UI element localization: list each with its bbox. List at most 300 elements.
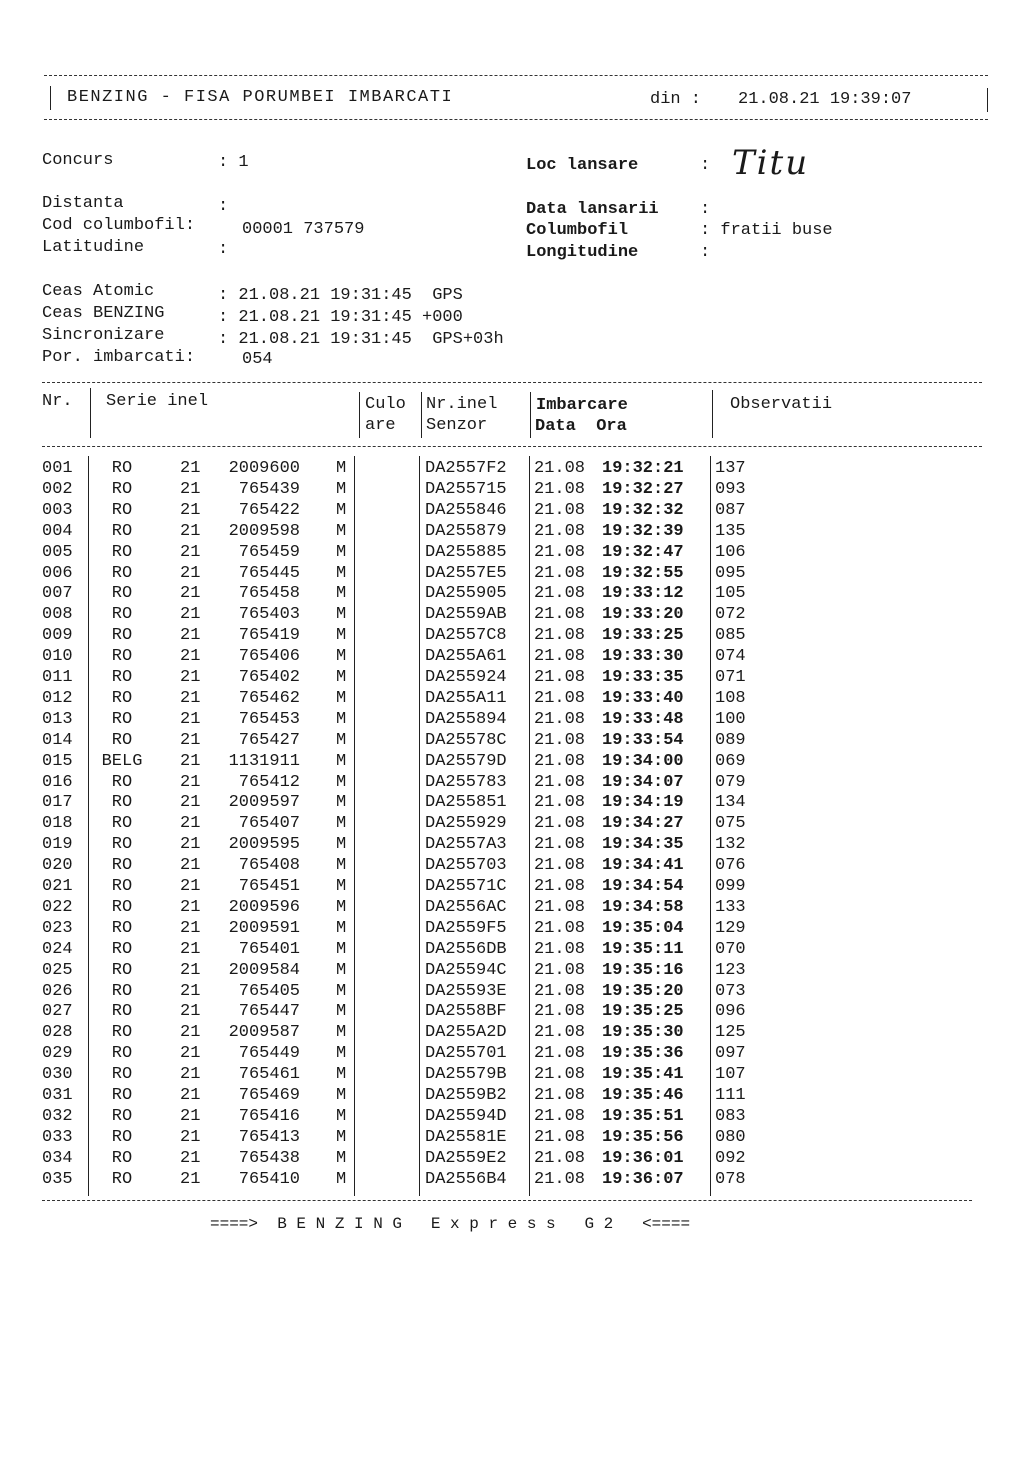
col-header-culoare-2: are — [365, 416, 396, 435]
row-time: 19:33:25 — [602, 626, 684, 646]
row-sensor-ring: DA255715 — [425, 479, 507, 499]
row-sex: M — [336, 521, 347, 541]
row-nr: 003 — [42, 500, 73, 520]
row-observation: 083 — [715, 1106, 746, 1126]
row-date: 21.08 — [534, 897, 586, 917]
row-observation: 111 — [715, 1086, 746, 1105]
row-year: 21 — [180, 521, 201, 541]
row-ring-number: 765469 — [238, 1086, 300, 1105]
row-country: RO — [111, 1127, 133, 1147]
table-row — [0, 1106, 1024, 1127]
row-time: 19:34:07 — [602, 772, 684, 792]
row-country: RO — [111, 668, 133, 687]
table-row — [0, 479, 1024, 500]
row-observation: 087 — [715, 500, 746, 520]
row-date: 21.08 — [534, 1169, 586, 1189]
row-time: 19:35:16 — [602, 960, 684, 980]
header-top-rule — [44, 75, 988, 76]
latitudine-value: : — [218, 240, 229, 259]
row-year: 21 — [180, 668, 201, 687]
ceas-atomic-value: : 21.08.21 19:31:45 GPS — [218, 286, 463, 305]
row-country: RO — [111, 542, 133, 562]
row-sensor-ring: DA255894 — [425, 709, 507, 729]
row-year: 21 — [180, 793, 201, 813]
row-date: 21.08 — [534, 981, 586, 1001]
row-nr: 006 — [42, 563, 73, 583]
row-sensor-ring: DA25571C — [425, 877, 507, 896]
table-row — [0, 542, 1024, 563]
row-sensor-ring: DA255879 — [425, 521, 507, 541]
row-observation: 129 — [715, 918, 746, 938]
row-time: 19:35:51 — [602, 1106, 684, 1126]
row-date: 21.08 — [534, 1148, 586, 1168]
row-nr: 002 — [42, 479, 73, 499]
row-year: 21 — [180, 856, 201, 876]
row-time: 19:33:54 — [602, 730, 684, 750]
row-nr: 012 — [42, 688, 73, 708]
row-year: 21 — [180, 542, 201, 562]
columbofil-label: Columbofil — [526, 221, 629, 240]
por-imbarcati-value: 054 — [242, 350, 273, 369]
row-country: RO — [111, 856, 133, 876]
table-row — [0, 1001, 1024, 1022]
row-date: 21.08 — [534, 479, 586, 499]
row-date: 21.08 — [534, 542, 586, 562]
row-nr: 011 — [42, 668, 73, 687]
row-year: 21 — [180, 626, 201, 646]
row-ring-number: 765422 — [238, 500, 300, 520]
header-divider — [90, 388, 91, 438]
row-time: 19:32:32 — [602, 500, 684, 520]
row-date: 21.08 — [534, 1002, 586, 1022]
columbofil-value: : fratii buse — [700, 221, 833, 240]
header-left-border — [50, 86, 51, 110]
row-date: 21.08 — [534, 647, 586, 667]
longitudine-value: : — [700, 243, 711, 262]
row-year: 21 — [180, 563, 201, 583]
row-year: 21 — [180, 960, 201, 980]
row-sensor-ring: DA255A61 — [425, 647, 507, 667]
row-sensor-ring: DA255703 — [425, 856, 507, 876]
row-time: 19:32:55 — [602, 563, 684, 583]
row-year: 21 — [180, 688, 201, 708]
table-row — [0, 563, 1024, 584]
row-sensor-ring: DA2557E5 — [425, 563, 507, 583]
row-date: 21.08 — [534, 1086, 586, 1105]
row-date: 21.08 — [534, 1023, 586, 1043]
row-sex: M — [336, 1169, 347, 1189]
row-sensor-ring: DA2559AB — [425, 605, 507, 625]
din-label: din : — [650, 90, 702, 109]
row-date: 21.08 — [534, 459, 586, 478]
ceas-benzing-label: Ceas BENZING — [42, 304, 165, 323]
table-row — [0, 646, 1024, 667]
row-sex: M — [336, 563, 347, 583]
row-sensor-ring: DA2557C8 — [425, 626, 507, 646]
row-sex: M — [336, 897, 347, 917]
row-year: 21 — [180, 814, 201, 834]
row-sex: M — [336, 939, 347, 959]
table-row — [0, 960, 1024, 981]
footer-banner: ====> B E N Z I N G E x p r e s s G 2 <==== — [210, 1215, 691, 1233]
row-observation: 079 — [715, 772, 746, 792]
row-nr: 009 — [42, 626, 73, 646]
row-ring-number: 2009584 — [228, 960, 300, 980]
row-nr: 028 — [42, 1023, 73, 1043]
row-observation: 089 — [715, 730, 746, 750]
table-row — [0, 939, 1024, 960]
ceas-atomic-label: Ceas Atomic — [42, 282, 155, 301]
row-time: 19:35:04 — [602, 918, 684, 938]
row-country: RO — [111, 459, 133, 478]
row-observation: 125 — [715, 1023, 746, 1043]
row-sex: M — [336, 1002, 347, 1022]
data-lansarii-value: : — [700, 200, 711, 219]
row-country: RO — [111, 1044, 133, 1064]
table-row — [0, 1085, 1024, 1106]
col-header-imbarcare-2: Data Ora — [535, 417, 627, 436]
header-divider — [530, 392, 531, 438]
row-sensor-ring: DA25594D — [425, 1106, 507, 1126]
row-year: 21 — [180, 1148, 201, 1168]
row-nr: 020 — [42, 856, 73, 876]
row-observation: 071 — [715, 668, 746, 687]
row-observation: 074 — [715, 647, 746, 667]
row-year: 21 — [180, 479, 201, 499]
row-ring-number: 2009598 — [228, 521, 300, 541]
row-nr: 005 — [42, 542, 73, 562]
row-country: RO — [111, 1106, 133, 1126]
row-observation: 132 — [715, 835, 746, 855]
row-sensor-ring: DA2556AC — [425, 897, 507, 917]
row-observation: 096 — [715, 1002, 746, 1022]
row-country: RO — [111, 605, 133, 625]
row-time: 19:35:11 — [602, 939, 684, 959]
row-date: 21.08 — [534, 521, 586, 541]
row-country: RO — [111, 793, 133, 813]
table-row — [0, 730, 1024, 751]
row-country: RO — [111, 1086, 133, 1105]
row-sensor-ring: DA25593E — [425, 981, 507, 1001]
row-year: 21 — [180, 709, 201, 729]
loc-lansare-handwritten: Titu — [732, 143, 810, 183]
row-nr: 021 — [42, 877, 73, 896]
data-lansarii-label: Data lansarii — [526, 200, 659, 219]
row-date: 21.08 — [534, 1106, 586, 1126]
row-sex: M — [336, 793, 347, 813]
row-country: RO — [111, 479, 133, 499]
row-sensor-ring: DA25579B — [425, 1065, 507, 1085]
row-observation: 108 — [715, 688, 746, 708]
row-year: 21 — [180, 459, 201, 478]
row-observation: 135 — [715, 521, 746, 541]
row-date: 21.08 — [534, 688, 586, 708]
row-observation: 095 — [715, 563, 746, 583]
row-date: 21.08 — [534, 605, 586, 625]
table-row — [0, 667, 1024, 688]
loc-lansare-label: Loc lansare — [526, 156, 639, 175]
row-sex: M — [336, 1106, 347, 1126]
row-sex: M — [336, 877, 347, 896]
row-date: 21.08 — [534, 877, 586, 896]
latitudine-label: Latitudine — [42, 238, 145, 257]
row-country: RO — [111, 814, 133, 834]
row-sensor-ring: DA2557F2 — [425, 459, 507, 478]
row-year: 21 — [180, 897, 201, 917]
row-year: 21 — [180, 1086, 201, 1105]
row-ring-number: 765405 — [238, 981, 300, 1001]
row-country: RO — [111, 626, 133, 646]
row-nr: 034 — [42, 1148, 73, 1168]
row-sensor-ring: DA255701 — [425, 1044, 507, 1064]
row-ring-number: 765410 — [238, 1169, 300, 1189]
row-sensor-ring: DA255929 — [425, 814, 507, 834]
row-sensor-ring: DA25594C — [425, 960, 507, 980]
row-sex: M — [336, 814, 347, 834]
col-header-serie: Serie inel — [106, 392, 209, 411]
row-sex: M — [336, 1044, 347, 1064]
row-ring-number: 765406 — [238, 647, 300, 667]
table-row — [0, 813, 1024, 834]
row-sex: M — [336, 668, 347, 687]
sincronizare-value: : 21.08.21 19:31:45 GPS+03h — [218, 330, 504, 349]
row-nr: 022 — [42, 897, 73, 917]
table-row — [0, 751, 1024, 772]
row-year: 21 — [180, 835, 201, 855]
din-value: 21.08.21 19:39:07 — [738, 90, 912, 109]
row-time: 19:35:46 — [602, 1086, 684, 1105]
row-country: RO — [111, 521, 133, 541]
row-date: 21.08 — [534, 1044, 586, 1064]
row-sensor-ring: DA25579D — [425, 751, 507, 771]
table-row — [0, 1043, 1024, 1064]
row-sex: M — [336, 856, 347, 876]
row-ring-number: 765401 — [238, 939, 300, 959]
por-imbarcati-label: Por. imbarcati: — [42, 348, 196, 367]
row-sex: M — [336, 1148, 347, 1168]
row-time: 19:36:01 — [602, 1148, 684, 1168]
row-date: 21.08 — [534, 814, 586, 834]
row-date: 21.08 — [534, 793, 586, 813]
concurs-label: Concurs — [42, 151, 114, 170]
row-sensor-ring: DA25578C — [425, 730, 507, 750]
row-date: 21.08 — [534, 918, 586, 938]
row-sensor-ring: DA255A2D — [425, 1023, 507, 1043]
table-row — [0, 1148, 1024, 1169]
row-date: 21.08 — [534, 1065, 586, 1085]
row-year: 21 — [180, 1169, 201, 1189]
ceas-benzing-value: : 21.08.21 19:31:45 +000 — [218, 308, 463, 327]
row-observation: 097 — [715, 1044, 746, 1064]
row-nr: 019 — [42, 835, 73, 855]
row-sex: M — [336, 626, 347, 646]
row-observation: 085 — [715, 626, 746, 646]
row-ring-number: 765407 — [238, 814, 300, 834]
row-nr: 033 — [42, 1127, 73, 1147]
row-sex: M — [336, 1086, 347, 1105]
row-ring-number: 765459 — [238, 542, 300, 562]
row-ring-number: 2009587 — [228, 1023, 300, 1043]
row-nr: 025 — [42, 960, 73, 980]
row-time: 19:32:47 — [602, 542, 684, 562]
row-time: 19:33:20 — [602, 605, 684, 625]
row-sex: M — [336, 605, 347, 625]
row-observation: 069 — [715, 751, 746, 771]
header-bottom-rule — [44, 119, 988, 120]
row-ring-number: 765461 — [238, 1065, 300, 1085]
row-year: 21 — [180, 605, 201, 625]
row-sex: M — [336, 835, 347, 855]
col-header-imbarcare-1: Imbarcare — [536, 396, 628, 415]
row-sensor-ring: DA2559F5 — [425, 918, 507, 938]
distanta-label: Distanta — [42, 194, 124, 213]
row-nr: 030 — [42, 1065, 73, 1085]
row-nr: 004 — [42, 521, 73, 541]
row-country: RO — [111, 939, 133, 959]
row-time: 19:35:30 — [602, 1023, 684, 1043]
row-sensor-ring: DA2556B4 — [425, 1169, 507, 1189]
table-row — [0, 500, 1024, 521]
row-country: RO — [111, 1148, 133, 1168]
row-date: 21.08 — [534, 563, 586, 583]
row-observation: 080 — [715, 1127, 746, 1147]
row-sex: M — [336, 960, 347, 980]
loc-lansare-sep: : — [700, 156, 711, 175]
row-observation: 093 — [715, 479, 746, 499]
row-ring-number: 2009596 — [228, 897, 300, 917]
row-nr: 018 — [42, 814, 73, 834]
table-row — [0, 1127, 1024, 1148]
row-sensor-ring: DA2559B2 — [425, 1086, 507, 1105]
row-sex: M — [336, 981, 347, 1001]
row-date: 21.08 — [534, 730, 586, 750]
row-year: 21 — [180, 647, 201, 667]
table-row — [0, 625, 1024, 646]
row-date: 21.08 — [534, 751, 586, 771]
row-time: 19:35:20 — [602, 981, 684, 1001]
row-time: 19:35:25 — [602, 1002, 684, 1022]
row-nr: 031 — [42, 1086, 73, 1105]
row-country: RO — [111, 835, 133, 855]
table-bottom-rule — [42, 1200, 972, 1201]
row-year: 21 — [180, 877, 201, 896]
row-time: 19:34:27 — [602, 814, 684, 834]
row-ring-number: 2009597 — [228, 793, 300, 813]
row-sensor-ring: DA255846 — [425, 500, 507, 520]
row-year: 21 — [180, 981, 201, 1001]
table-row — [0, 458, 1024, 479]
row-country: RO — [111, 730, 133, 750]
row-ring-number: 1131911 — [228, 751, 300, 771]
row-year: 21 — [180, 1127, 201, 1147]
row-sensor-ring: DA255885 — [425, 542, 507, 562]
row-sensor-ring: DA2559E2 — [425, 1148, 507, 1168]
row-observation: 106 — [715, 542, 746, 562]
row-date: 21.08 — [534, 709, 586, 729]
row-time: 19:35:41 — [602, 1065, 684, 1085]
row-date: 21.08 — [534, 939, 586, 959]
row-ring-number: 765402 — [238, 668, 300, 687]
row-country: RO — [111, 772, 133, 792]
row-nr: 014 — [42, 730, 73, 750]
row-nr: 001 — [42, 459, 73, 478]
row-nr: 024 — [42, 939, 73, 959]
row-date: 21.08 — [534, 500, 586, 520]
row-sensor-ring: DA25581E — [425, 1127, 507, 1147]
row-observation: 072 — [715, 605, 746, 625]
row-time: 19:34:35 — [602, 835, 684, 855]
row-nr: 010 — [42, 647, 73, 667]
row-ring-number: 765413 — [238, 1127, 300, 1147]
row-time: 19:33:12 — [602, 584, 684, 604]
table-header-bottom-rule — [42, 446, 982, 447]
row-nr: 026 — [42, 981, 73, 1001]
row-ring-number: 765451 — [238, 877, 300, 896]
row-ring-number: 765408 — [238, 856, 300, 876]
row-sensor-ring: DA2558BF — [425, 1002, 507, 1022]
col-header-nr: Nr. — [42, 392, 73, 411]
row-sex: M — [336, 647, 347, 667]
row-time: 19:32:39 — [602, 521, 684, 541]
row-time: 19:33:40 — [602, 688, 684, 708]
row-ring-number: 2009595 — [228, 835, 300, 855]
row-sex: M — [336, 688, 347, 708]
row-ring-number: 765447 — [238, 1002, 300, 1022]
row-sex: M — [336, 479, 347, 499]
col-header-nr-inel-2: Senzor — [426, 416, 488, 435]
row-date: 21.08 — [534, 960, 586, 980]
row-country: RO — [111, 688, 133, 708]
table-row — [0, 834, 1024, 855]
row-year: 21 — [180, 1002, 201, 1022]
row-nr: 032 — [42, 1106, 73, 1126]
table-row — [0, 981, 1024, 1002]
sincronizare-label: Sincronizare — [42, 326, 165, 345]
concurs-value: : 1 — [218, 153, 249, 172]
row-year: 21 — [180, 918, 201, 938]
row-ring-number: 765427 — [238, 730, 300, 750]
row-country: RO — [111, 918, 133, 938]
row-country: BELG — [101, 751, 143, 771]
row-time: 19:32:21 — [602, 459, 684, 478]
row-time: 19:34:41 — [602, 856, 684, 876]
row-ring-number: 765412 — [238, 772, 300, 792]
longitudine-label: Longitudine — [526, 243, 639, 262]
row-time: 19:34:54 — [602, 877, 684, 896]
row-ring-number: 2009600 — [228, 459, 300, 478]
row-nr: 013 — [42, 709, 73, 729]
row-year: 21 — [180, 584, 201, 604]
row-sex: M — [336, 542, 347, 562]
document-title: BENZING - FISA PORUMBEI IMBARCATI — [67, 88, 454, 107]
table-row — [0, 1064, 1024, 1085]
row-time: 19:32:27 — [602, 479, 684, 499]
row-sensor-ring: DA2556DB — [425, 939, 507, 959]
row-year: 21 — [180, 730, 201, 750]
row-sex: M — [336, 1127, 347, 1147]
row-ring-number: 765416 — [238, 1106, 300, 1126]
table-row — [0, 772, 1024, 793]
row-nr: 016 — [42, 772, 73, 792]
row-ring-number: 765438 — [238, 1148, 300, 1168]
row-date: 21.08 — [534, 1127, 586, 1147]
table-row — [0, 583, 1024, 604]
row-time: 19:34:58 — [602, 897, 684, 917]
row-date: 21.08 — [534, 626, 586, 646]
row-country: RO — [111, 1023, 133, 1043]
row-ring-number: 765419 — [238, 626, 300, 646]
row-sex: M — [336, 709, 347, 729]
